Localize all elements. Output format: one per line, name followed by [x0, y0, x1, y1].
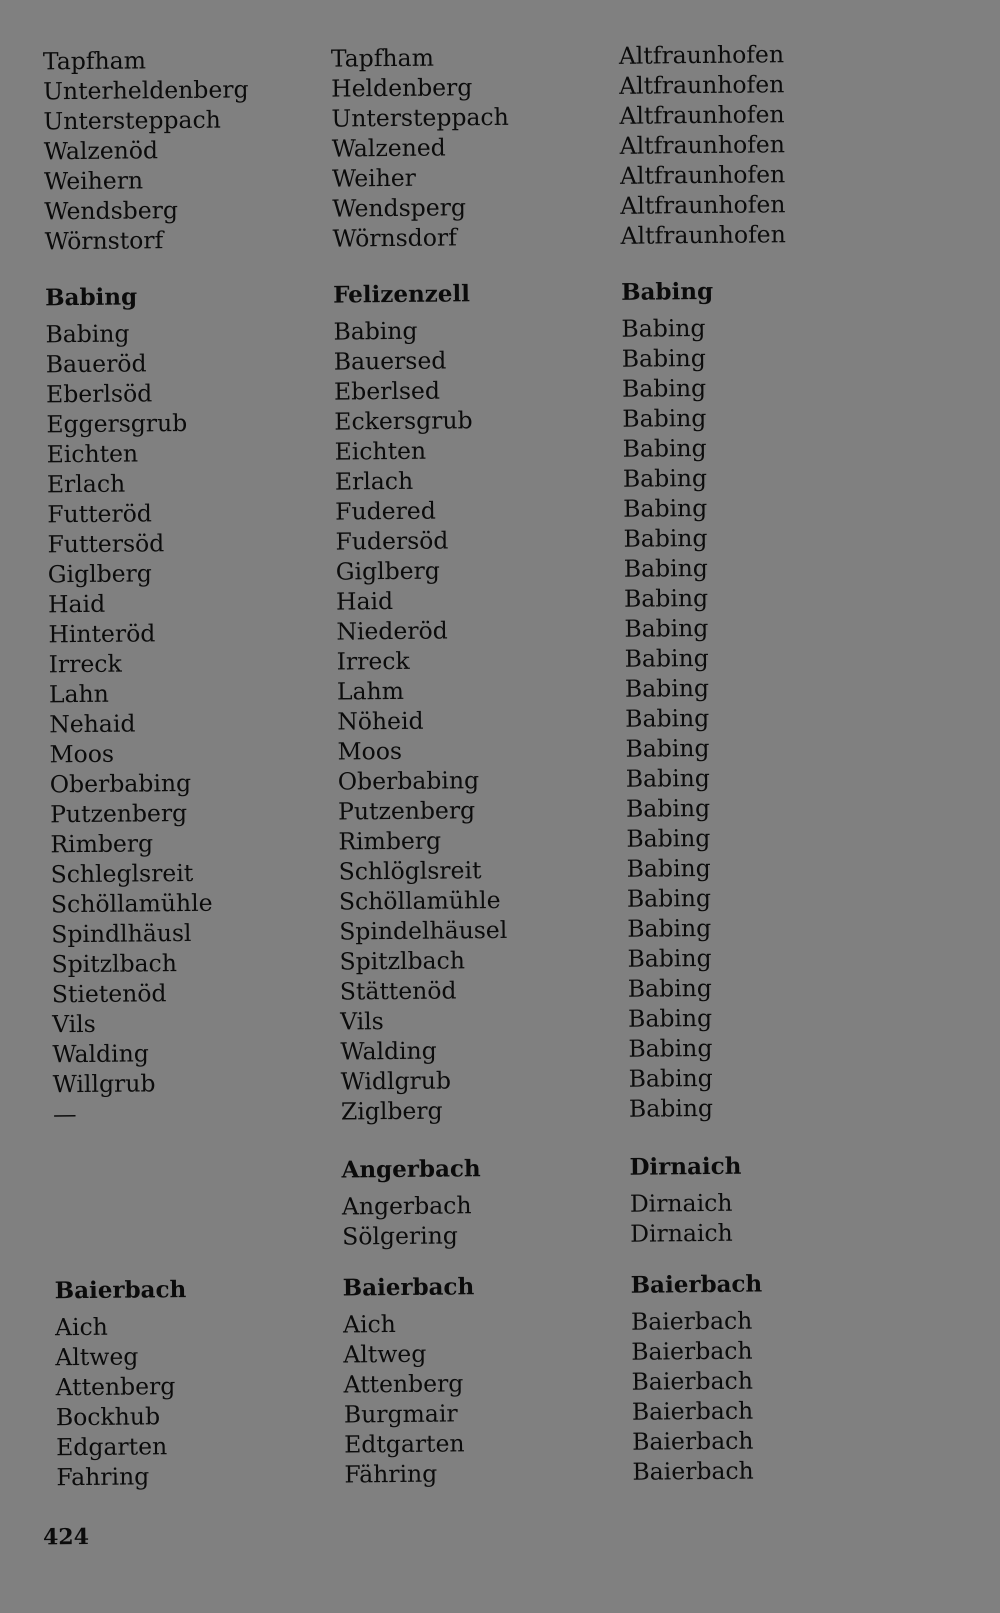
list-item: Babing [621, 314, 706, 343]
list-item: Baierbach [631, 1396, 754, 1426]
list-item: Futtersöd [47, 529, 165, 559]
list-item: Babing [623, 553, 708, 583]
list-item: Wendsberg [44, 196, 179, 226]
section-block [621, 277, 721, 1124]
list-item: Wörnstorf [44, 226, 164, 256]
section-heading: Babing [45, 283, 138, 312]
list-item: Lahn [48, 679, 109, 709]
list-item: Fähring [344, 1459, 438, 1489]
list-item: Baueröd [45, 349, 147, 379]
list-item: Edgarten [56, 1432, 168, 1462]
list-item: Angerbach [341, 1191, 472, 1221]
list-item: Spitzlbach [339, 946, 466, 976]
list-item: Altfraunhofen [620, 190, 786, 220]
list-item: Altweg [343, 1339, 427, 1369]
section-heading: Felizenzell [333, 280, 471, 309]
list-item: Baierbach [632, 1456, 754, 1486]
section-block [45, 282, 215, 1130]
list-item: Eberlsed [333, 376, 441, 406]
list-item: Untersteppach [331, 102, 509, 133]
list-item: Rimberg [338, 826, 442, 856]
list-item: Erlach [46, 469, 126, 499]
list-item: Babing [625, 703, 710, 733]
list-item: Babing [627, 1003, 713, 1033]
list-item: Baierbach [630, 1306, 753, 1336]
list-item: Spindelhäusel [339, 915, 508, 946]
list-item: Babing [625, 763, 710, 793]
list-item: Walding [52, 1039, 149, 1069]
list-item: Willgrub [52, 1069, 156, 1099]
section-block [331, 42, 510, 254]
list-item: Babing [622, 404, 707, 433]
list-item: Futteröd [47, 499, 153, 529]
list-item: Baierbach [631, 1366, 754, 1396]
section-heading: Angerbach [341, 1155, 481, 1184]
section-heading: Baierbach [54, 1276, 187, 1305]
list-item: Baierbach [631, 1336, 753, 1366]
list-item: Dirnaich [629, 1188, 733, 1218]
list-item: Niederöd [336, 616, 448, 646]
section-block [333, 279, 509, 1127]
section-heading: Baierbach [630, 1270, 763, 1299]
list-item: Moos [49, 739, 115, 769]
list-item: Giglberg [47, 559, 153, 589]
list-item: Babing [621, 374, 707, 403]
list-item: Lahm [336, 676, 405, 706]
list-item: Spindlhäusl [51, 918, 192, 949]
list-item: Eichten [334, 436, 427, 466]
list-item: Babing [625, 733, 710, 763]
list-item: Babing [623, 523, 708, 553]
list-item: Nehaid [49, 709, 136, 739]
section-heading: Babing [621, 277, 714, 306]
list-item: Fudersöd [335, 526, 449, 556]
list-item: Aich [342, 1310, 396, 1339]
list-item: Babing [626, 853, 711, 883]
list-item: Fudered [335, 496, 436, 526]
list-item: — [52, 1100, 77, 1129]
list-item: Widlgrub [340, 1066, 452, 1096]
list-item: Aich [54, 1312, 108, 1342]
list-item: Rimberg [50, 829, 154, 859]
list-item: Altfraunhofen [619, 70, 785, 100]
list-item: Putzenberg [49, 799, 188, 829]
list-item: Altfraunhofen [618, 40, 785, 70]
list-item: Babing [624, 673, 710, 703]
list-item: Babing [628, 1033, 713, 1063]
list-item: Moos [337, 736, 403, 766]
list-item: Putzenberg [337, 796, 476, 826]
list-item: Babing [627, 943, 712, 973]
list-item: Babing [623, 583, 709, 613]
section-block [619, 39, 786, 251]
list-item: Altfraunhofen [620, 220, 786, 250]
list-item: Edtgarten [344, 1429, 465, 1459]
list-item: Babing [626, 883, 712, 913]
section-heading: Baierbach [342, 1273, 475, 1302]
list-item: Bauersed [333, 346, 447, 376]
list-item: Unterheldenberg [43, 75, 249, 106]
section-block [629, 1152, 742, 1249]
list-item: Ziglberg [340, 1096, 443, 1126]
list-item: Tapfham [330, 43, 435, 73]
section-block [343, 1272, 477, 1489]
list-item: Baierbach [632, 1426, 754, 1456]
list-item: Schleglsreit [50, 858, 194, 889]
list-item: Haid [47, 589, 106, 619]
list-item: Attenberg [343, 1369, 464, 1399]
list-item: Babing [624, 613, 709, 643]
list-item: Babing [628, 1063, 713, 1093]
list-item: Altfraunhofen [619, 160, 786, 190]
list-item: Schöllamühle [338, 886, 501, 916]
list-item: Walding [340, 1036, 437, 1066]
list-item: Schöllamühle [50, 888, 213, 919]
list-item: Fahring [56, 1462, 150, 1492]
list-item: Babing [624, 643, 709, 673]
list-item: Untersteppach [43, 105, 221, 136]
list-item: Haid [335, 587, 394, 616]
list-item: Stättenöd [339, 976, 457, 1006]
list-item: Babing [621, 344, 706, 373]
list-item: Weihern [43, 166, 144, 196]
section-block [341, 1154, 481, 1251]
list-item: Babing [333, 316, 418, 346]
list-item: Wörnsdorf [332, 223, 457, 253]
list-item: Bockhub [55, 1402, 161, 1432]
list-item: Walzenöd [43, 136, 159, 166]
list-item: Nöheid [337, 706, 424, 736]
list-item: Babing [625, 793, 711, 823]
list-item: Eichten [46, 439, 139, 469]
list-item: Spitzlbach [51, 949, 178, 979]
list-item: Burgmair [343, 1399, 458, 1429]
list-item: Erlach [334, 466, 414, 496]
list-item: Irreck [48, 649, 122, 679]
list-item: Weiher [331, 163, 417, 193]
list-item: Tapfham [42, 46, 147, 76]
list-item: Walzened [331, 133, 446, 163]
list-item: Wendsperg [332, 193, 467, 223]
list-item: Babing [626, 823, 711, 853]
list-item: Vils [51, 1009, 96, 1039]
list-item: Altweg [55, 1342, 139, 1372]
list-item: Dirnaich [630, 1218, 733, 1248]
list-item: Eggersgrub [46, 408, 188, 439]
list-item: Babing [628, 1093, 714, 1123]
list-item: Stietenöd [51, 979, 167, 1009]
list-item: Heldenberg [331, 73, 473, 103]
list-item: Altfraunhofen [619, 130, 786, 160]
list-item: Vils [339, 1007, 384, 1036]
list-item: Babing [627, 973, 712, 1003]
list-item: Babing [45, 319, 130, 349]
list-item: Irreck [336, 646, 410, 676]
list-item: Giglberg [335, 556, 441, 586]
section-block [631, 1270, 765, 1487]
list-item: Babing [627, 913, 712, 943]
section-block [43, 44, 250, 256]
list-item: Babing [622, 463, 708, 493]
page-number: 424 [42, 1523, 90, 1551]
list-item: Sölgering [342, 1221, 458, 1251]
list-item: Eckersgrub [334, 406, 473, 436]
list-item: Oberbabing [337, 766, 480, 796]
list-item: Attenberg [55, 1372, 176, 1402]
list-item: Babing [623, 493, 708, 523]
list-item: Hinteröd [48, 619, 156, 649]
list-item: Babing [622, 434, 707, 463]
section-heading: Dirnaich [629, 1152, 742, 1181]
section-block [55, 1275, 189, 1492]
list-item: Eberlsöd [45, 379, 153, 409]
list-item: Oberbabing [49, 768, 192, 799]
list-item: Altfraunhofen [619, 100, 785, 130]
list-item: Schlöglsreit [338, 856, 482, 886]
